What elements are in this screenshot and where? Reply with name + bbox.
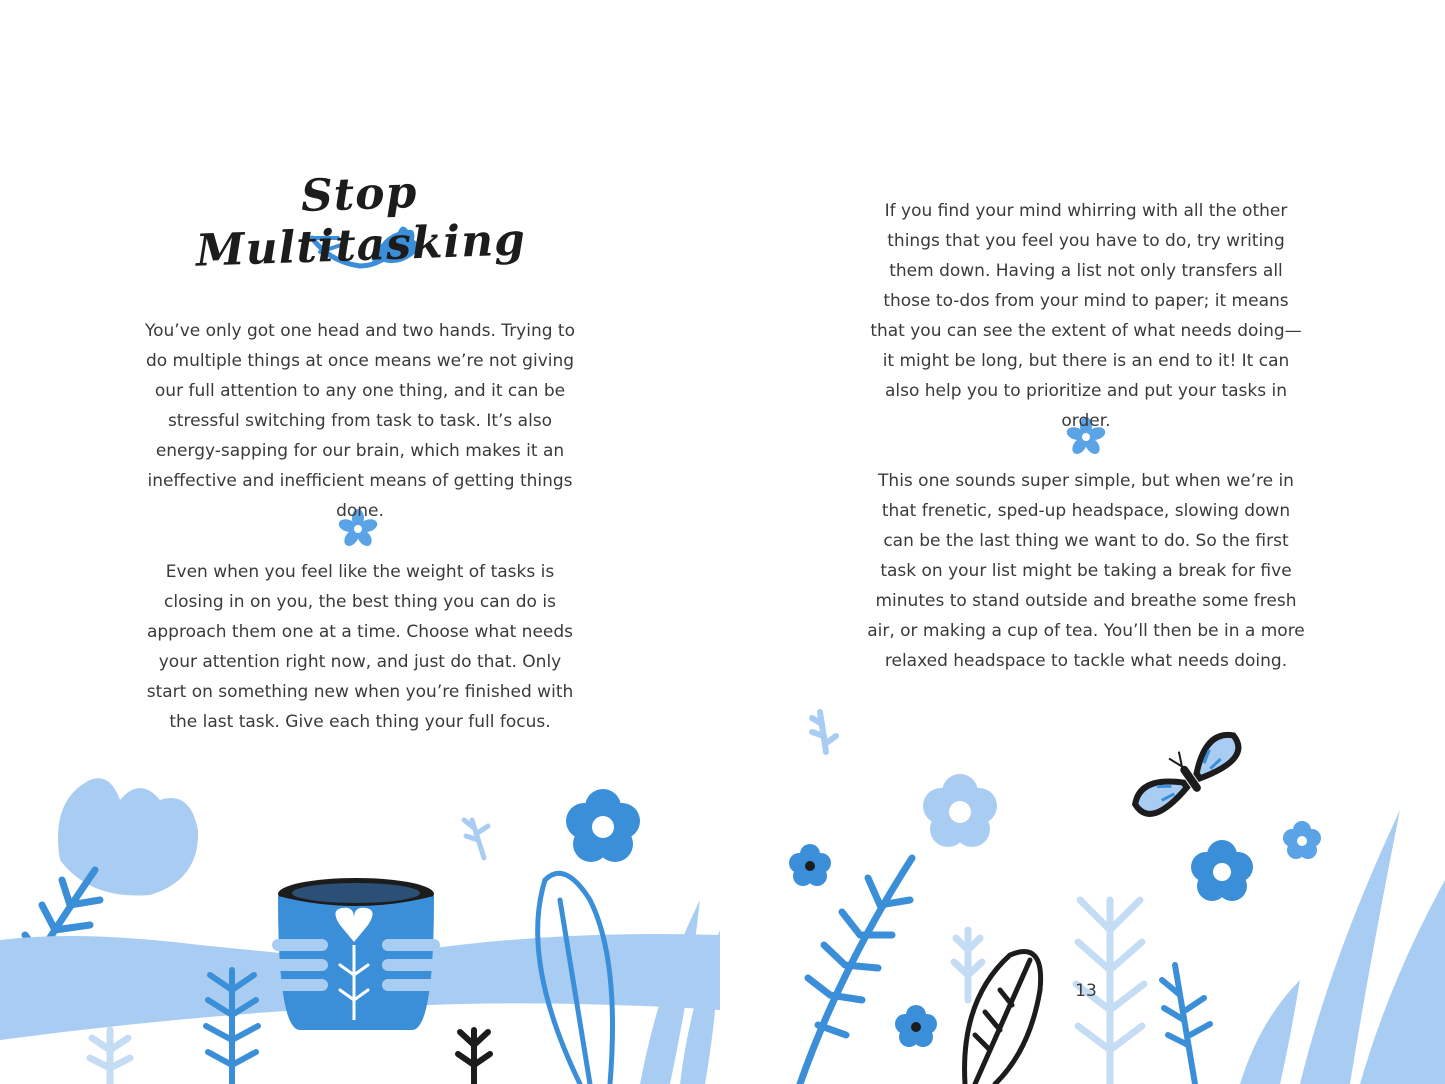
butterfly-icon [1125,721,1249,826]
right-paragraph-2: This one sounds super simple, but when we’re in that frenetic, sped-up headspace, slowing down can be the last thing we want to do. So the first task on your list might be taking a break for five minutes to stand outside and breathe some fresh air, or making a cup of tea. You’ll then be in a more relaxed headspace to tackle what needs doing. [867,471,1305,671]
sprig-icon [812,712,836,752]
page-title: Stop Multitasking [195,167,527,278]
sprig-icon [90,1030,130,1084]
sprig-icon [464,820,488,858]
mug-icon [278,878,434,1030]
left-paragraph-2: Even when you feel like the weight of tasks is closing in on you, the best thing you can do is approach them one at a time. Choose what needs your attention right now, and just do that. Only start on something new when you’re finished with the last task. Give each thing your full focus. [146,562,574,732]
left-paragraph-1: You’ve only got one head and two hands. Trying to do multiple things at once means we’re not giving our full attention to any one thing, and it can be stressful switching from task to task. It’s also energy-sapping for our brain, which makes it an ineffective and inefficient means of getting things done. [144,321,575,521]
tulip-icon [58,778,198,895]
flower-icon [1191,840,1253,901]
sprig-icon [1162,965,1210,1084]
sprig-icon [458,1030,490,1084]
grass-icon [1240,810,1445,1084]
flower-icon [923,774,997,847]
page-number: 13 [1075,981,1097,1001]
flower-icon [566,789,640,862]
right-paragraph-1: If you find your mind whirring with all the other things that you feel you have to do, try writing them down. Having a list not only transfers all those to-dos from your mind to paper; it means that you can see the extent of what needs doing—it might be long, but there is an end to it! It can also help you to prioritize and put your tasks in order. [870,201,1302,431]
flower-icon [1283,821,1321,859]
flower-icon [895,1005,937,1047]
fern-icon [800,858,912,1084]
flower-icon [789,844,831,886]
